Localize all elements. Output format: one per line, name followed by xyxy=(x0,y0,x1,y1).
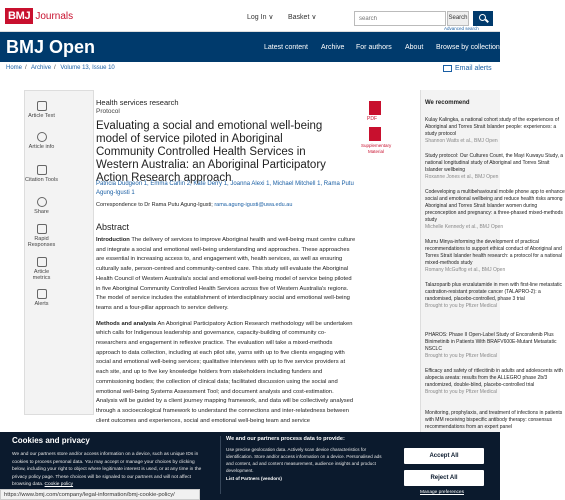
pdf-link[interactable]: PDF xyxy=(367,116,377,122)
recommended-meta: Michelle Kennedy et al., BMJ Open xyxy=(425,224,504,230)
cookie-text xyxy=(12,451,208,489)
cookie-info xyxy=(12,436,208,489)
tool-article-metrics[interactable] xyxy=(25,257,58,281)
chart-icon xyxy=(37,257,47,267)
tool-rapid-responses[interactable] xyxy=(25,224,58,248)
accept-all-button[interactable]: Accept All xyxy=(404,448,484,464)
intro-label: Introduction xyxy=(96,237,130,243)
abstract-heading: Abstract xyxy=(96,222,130,232)
bmj-journals-logo[interactable] xyxy=(5,8,73,24)
recommended-meta: Brought to you by Pfizer Medical xyxy=(425,389,497,395)
status-url-bar: https://www.bmj.com/company/legal-information/bmj-cookie-policy/ xyxy=(0,489,200,500)
tool-label: Article Text xyxy=(28,113,55,119)
tool-label: Article info xyxy=(28,144,55,150)
basket-button[interactable]: Basket ∨ xyxy=(288,14,317,21)
recommended-meta: Roxanne Jones et al., BMJ Open xyxy=(425,174,499,180)
supplementary-icon[interactable] xyxy=(369,127,381,141)
chat-icon xyxy=(37,224,47,234)
recommended-title: Murru Minya-informing the development of practical recommendations to support ethical conduct of Aboriginal and Torres Strait Islander health research: a protocol for a national mixed-methods study xyxy=(425,239,563,266)
recommended-meta: Romany McGuffog et al., BMJ Open xyxy=(425,267,506,273)
search-button[interactable]: Search xyxy=(447,11,469,26)
logo-sub: Journals xyxy=(35,10,74,22)
tool-citation[interactable] xyxy=(25,165,58,183)
recommended-item[interactable] xyxy=(425,117,565,145)
info-icon xyxy=(37,132,47,142)
article-body xyxy=(96,98,356,424)
tool-article-text[interactable] xyxy=(25,101,58,119)
recommended-item[interactable] xyxy=(425,239,565,274)
recommended-title: PHAROS: Phase II Open-Label Study of Encorafenib Plus Binimetinib in Patients With BRAFV600E-Mutant Metastatic NSCLC xyxy=(425,332,557,352)
bell-icon xyxy=(37,289,47,299)
author-list[interactable]: Patricia Dudgeon 1, Emma Carlin 2, Kate Derry 1, Joanna Alexi 1, Michael Mitchell 1, Rama Putu Agung-Igusti 1 xyxy=(96,181,354,196)
advanced-search-link[interactable]: Advanced search xyxy=(444,26,479,31)
recommended-meta: Shannon Watts et al., BMJ Open xyxy=(425,138,498,144)
recommended-item[interactable] xyxy=(425,410,565,431)
recommended-item[interactable] xyxy=(425,282,565,310)
login-button[interactable]: Log In ∨ xyxy=(247,14,274,21)
breadcrumb: Home / Archive / Volume 13, Issue 10 xyxy=(6,65,115,71)
tool-label: Rapid Responses xyxy=(27,236,56,248)
tool-share[interactable] xyxy=(25,197,58,215)
breadcrumb-archive[interactable]: Archive xyxy=(31,65,52,71)
recommended-heading: We recommend xyxy=(425,100,470,106)
recommended-title: Kulay Kalingka, a national cohort study of the experiences of Aboriginal and Torres Strait Islander people: experiences: a study protocol xyxy=(425,117,559,137)
correspondence-email[interactable]: rama.agung-igusti@uwa.edu.au xyxy=(214,202,293,208)
recommended-title: Codeveloping a multibehavioural mobile phone app to enhance social and emotional wellbeing and reduce health risks among Aboriginal and Torres Strait Islander women during preconception and pregnancy: a three-phased mixed-methods study xyxy=(425,189,565,223)
manage-preferences-link[interactable]: Manage preferences xyxy=(420,490,464,495)
article-section: Health services research xyxy=(96,98,179,107)
methods-label: Methods and analysis xyxy=(96,320,157,327)
pdf-icon[interactable] xyxy=(369,101,381,115)
article-type: Protocol xyxy=(96,108,120,115)
recommended-title: Talazoparib plus enzalutamide in men with first-line metastatic castration-resistant prostate cancer (TALAPRO-2): a randomised, placebo-controlled, phase 3 trial xyxy=(425,282,563,302)
envelope-icon[interactable] xyxy=(443,65,452,72)
supplementary-link[interactable]: Supplementary Material xyxy=(361,143,392,154)
nav-about[interactable]: About xyxy=(405,44,424,51)
document-icon xyxy=(37,101,47,111)
tool-alerts[interactable] xyxy=(25,289,58,307)
reject-all-button[interactable]: Reject All xyxy=(404,470,484,486)
intro-text: The delivery of services to improve Aboriginal health and well-being must centre culture and integrate a social and emotional well-being understanding and approaches. These approaches are essential in increasing access to, and engagement with, health services, as well as ensuring culturally safe, person-centred and community-centred care. This study will evaluate the Aboriginal Health Council of Western Australia's social and emotional well-being model of service being piloted in five Aboriginal Community Controlled Health Services across five of Western Australia's regions. The model of service includes the establishment of interdisciplinary social and emotional well-being teams and a four-pillar approach to service delivery. xyxy=(96,237,356,311)
logo-main: BMJ xyxy=(5,8,33,24)
recommended-item[interactable] xyxy=(425,368,565,396)
vendors-link[interactable]: List of Partners (vendors) xyxy=(226,476,282,481)
nav-archive[interactable]: Archive xyxy=(321,44,345,51)
correspondence-text: Correspondence to Dr Rama Putu Agung-Igusti; xyxy=(96,202,215,208)
journal-title[interactable]: BMJ Open xyxy=(6,37,96,57)
recommended-meta: Brought to you by Pfizer Medical xyxy=(425,353,497,359)
recommended-item[interactable] xyxy=(425,153,565,181)
methods-text: An Aboriginal Participatory Action Research methodology will be undertaken which calls for Indigenous leadership and governance, capacity-building of community co-researchers and engagement in reflexive practice. The evaluation will take a mixed-methods approach to data collection, including at each pilot site, yarns with up to five clients engaging with social and emotional well-being services; qualitative interviews with up to five service providers at each site, and up to five key knowledge holders from stakeholders including funders and commissioning bodies; the collection of clinical data; facilitated discussion using the social and emotional well-being Systems Assessment Tool; and document analysis and cost-estimation. Analysis will be guided by a client journey mapping framework, and data will be collectively analysed through a socioecological framework to understand the connections and inter-relatedness between client outcomes and experiences, social and emotional well-being team and service xyxy=(96,320,354,424)
search-input[interactable] xyxy=(354,11,446,26)
recommended-title: Efficacy and safety of ritlecitinib in adults and adolescents with alopecia areata: results from the ALLEGRO phase 2b/3 randomized, double-blind, placebo-controlled trial xyxy=(425,368,563,388)
nav-for-authors[interactable]: For authors xyxy=(356,44,392,51)
top-bar xyxy=(0,0,500,32)
email-alerts-link[interactable]: Email alerts xyxy=(455,65,492,72)
article-title: Evaluating a social and emotional well-being model of service piloted in Aboriginal Community Controlled Health Services in Western Australia: an Aboriginal Participatory Action Research approach xyxy=(96,120,326,184)
quote-icon xyxy=(37,165,47,175)
cookie-purposes xyxy=(220,436,388,494)
cookie-policy-link[interactable]: Cookie policy xyxy=(44,482,74,487)
breadcrumb-issue[interactable]: Volume 13, Issue 10 xyxy=(60,65,115,71)
tool-label: Share xyxy=(34,209,49,215)
tool-label: Article metrics xyxy=(32,269,51,281)
abstract-text xyxy=(96,236,356,432)
tool-label: Citation Tools xyxy=(25,177,58,183)
recommended-title: Monitoring, prophylaxis, and treatment of infections in patients with MM receiving bispecific antibody therapy: consensus recommendations from an expert panel xyxy=(425,410,563,430)
cookie-purposes-heading: We and our partners process data to provide: xyxy=(226,436,345,442)
recommended-meta: Brought to you by Pfizer Medical xyxy=(425,303,497,309)
nav-latest-content[interactable]: Latest content xyxy=(264,44,308,51)
article-tools-panel xyxy=(24,90,94,415)
tool-label: Alerts xyxy=(34,301,49,307)
cookie-description: We and our partners store and/or access information on a device, such as unique IDs in cookies to process personal data. You may accept or manage your choices by clicking below, including your right to object where legitimate interest is used, or at any time in the privacy policy page. These choices will be signaled to our partners and will not affect browsing data. xyxy=(12,452,202,487)
breadcrumb-home[interactable]: Home xyxy=(6,65,23,71)
nav-browse-collection[interactable]: Browse by collection xyxy=(436,44,500,51)
search-icon[interactable] xyxy=(473,11,493,26)
journal-bar xyxy=(0,32,500,62)
recommended-item[interactable] xyxy=(425,189,565,231)
recommended-panel xyxy=(420,90,565,432)
correspondence xyxy=(96,202,356,208)
recommended-item[interactable] xyxy=(425,332,565,360)
tool-article-info[interactable] xyxy=(25,132,58,150)
cookie-title: Cookies and privacy xyxy=(12,436,90,445)
recommended-title: Study protocol: Our Cultures Count, the Mayi Kuwayu Study, a national longitudinal study of Aboriginal and Torres Strait Islander wellbeing xyxy=(425,153,564,173)
cookie-purposes-text: Use precise geolocation data. Actively scan device characteristics for identification. Store and/or access information on a device. Personalised ads and content, ad and content measurement, audience insights and product development. xyxy=(226,447,382,473)
share-icon xyxy=(37,197,47,207)
